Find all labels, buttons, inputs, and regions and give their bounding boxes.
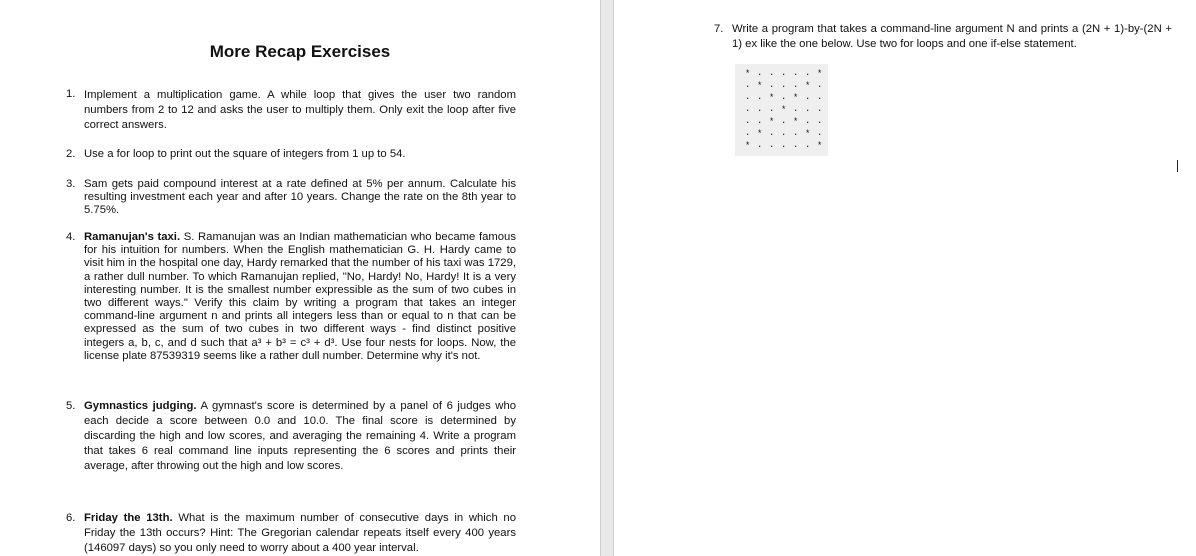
exercise-text: What is the maximum number of consecutive days in which no Friday the 13th occurs? Hint: The Gregorian calendar repeats itself every 400 years (146097 days) so you only need to worry about a 400 year interval. [84, 512, 516, 554]
pattern-cell: . [781, 116, 787, 126]
pattern-cell: . [805, 116, 811, 126]
pattern-cell: . [757, 116, 763, 126]
exercise-text: Sam gets paid compound interest at a rate defined at 5% per annum. Calculate his resulting investment each year and after 10 years. Change the rate on the 8th year to 5.75%. [84, 178, 516, 217]
exercise-3 [66, 178, 516, 218]
exercise-number: 5. [66, 400, 76, 412]
pattern-cell: . [757, 92, 763, 102]
pattern-cell: * [781, 105, 787, 115]
exercise-text: A gymnast's score is determined by a panel of 6 judges who each decide a score between 0.0 and 10.0. The final score is determined by discarding the high and low scores, and averaging the remaining 4. Write a program that takes 6 real command line inputs representing the 6 scores and prints their average, after throwing out the high and low scores. [84, 400, 517, 472]
exercise-heading: Gymnastics judging. [84, 400, 197, 412]
pattern-cell: * [745, 141, 751, 151]
pattern-cell: * [757, 81, 763, 91]
pattern-cell: . [769, 68, 775, 78]
pattern-cell: . [745, 128, 751, 138]
pattern-cell: . [745, 116, 751, 126]
pattern-cell: . [805, 92, 811, 102]
exercise-text: Implement a multiplication game. A while loop that gives the user two random numbers from 2 to 12 and asks the user to multiply them. Only exit the loop after five correct answers. [84, 89, 516, 131]
page-gutter [600, 0, 614, 556]
exercise-1 [66, 88, 516, 133]
pattern-cell: * [805, 129, 811, 139]
exercise-number: 3. [66, 178, 76, 190]
pattern-cell: . [769, 140, 775, 150]
pattern-cell: . [793, 140, 799, 150]
pattern-cell: . [757, 140, 763, 150]
text-cursor [1177, 160, 1178, 172]
exercise-text: S. Ramanujan was an Indian mathematician who became famous for his intuition for numbers. When the English mathematician G. H. Hardy came to visit him in the hospital one day, Hardy remarked that the number of his taxi was 1729, a rather dull number. To which Ramanujan replied, "No, Hardy! No, Hardy! It is a very interesting number. It is the smallest number expressible as the sum of two cubes in two different ways." Verify this claim by writing a program that takes an integer command-line argument n and prints all integers less than or equal to n that can be expressed as the sum of two cubes in two different ways - find distinct positive integers a, b, c, and d such that a³ + b³ = c³ + d³. Use four nests for loops. Now, the license plate 87539319 seems like a rather dull number. Determine why it's not. [84, 231, 516, 362]
pattern-cell: * [793, 93, 799, 103]
exercise-4 [66, 231, 516, 363]
exercise-number: 4. [66, 231, 76, 243]
pattern-cell: . [745, 104, 751, 114]
exercise-2 [66, 148, 516, 161]
exercise-number: 7. [714, 23, 724, 35]
pattern-cell: . [781, 140, 787, 150]
exercise-6 [66, 511, 516, 556]
exercise-7 [714, 22, 1172, 52]
pattern-cell: . [793, 104, 799, 114]
pattern-cell: . [793, 128, 799, 138]
page-title: More Recap Exercises [209, 42, 391, 61]
pattern-cell: . [757, 104, 763, 114]
pattern-cell: . [817, 128, 823, 138]
pattern-cell: . [817, 116, 823, 126]
exercise-heading: Ramanujan's taxi. [84, 231, 181, 243]
pattern-cell: . [793, 80, 799, 90]
exercise-heading: Friday the 13th. [84, 512, 173, 524]
right-page [614, 0, 1196, 556]
pattern-cell: . [817, 80, 823, 90]
exercise-text: Write a program that takes a command-line argument N and prints a (2N + 1)-by-(2N + 1) ex like the one below. Use two for loops and one if-else statement. [732, 23, 1172, 50]
pattern-cell: * [817, 141, 823, 151]
pattern-cell: . [757, 68, 763, 78]
pattern-cell: . [745, 92, 751, 102]
pattern-cell: * [793, 117, 799, 127]
pattern-cell: . [769, 104, 775, 114]
exercise-text: Use a for loop to print out the square of integers from 1 up to 54. [84, 148, 406, 160]
pattern-cell: . [817, 104, 823, 114]
pattern-cell: . [793, 68, 799, 78]
pattern-cell: * [745, 69, 751, 79]
pattern-cell: . [805, 104, 811, 114]
pattern-cell: . [769, 80, 775, 90]
pattern-row [735, 142, 828, 153]
pattern-cell: . [781, 68, 787, 78]
pattern-cell: * [769, 117, 775, 127]
pattern-cell: . [769, 128, 775, 138]
pattern-cell: * [769, 93, 775, 103]
ex-pattern-example [735, 64, 828, 156]
exercise-number: 2. [66, 148, 76, 160]
pattern-cell: * [805, 81, 811, 91]
pattern-cell: . [745, 80, 751, 90]
exercise-number: 6. [66, 512, 76, 524]
pattern-cell: * [817, 69, 823, 79]
exercise-number: 1. [66, 88, 76, 100]
pattern-cell: . [781, 128, 787, 138]
pattern-cell: * [757, 129, 763, 139]
pattern-cell: . [781, 80, 787, 90]
pattern-cell: . [817, 92, 823, 102]
pattern-cell: . [805, 68, 811, 78]
exercise-5 [66, 399, 517, 474]
pattern-cell: . [781, 92, 787, 102]
pattern-cell: . [805, 140, 811, 150]
